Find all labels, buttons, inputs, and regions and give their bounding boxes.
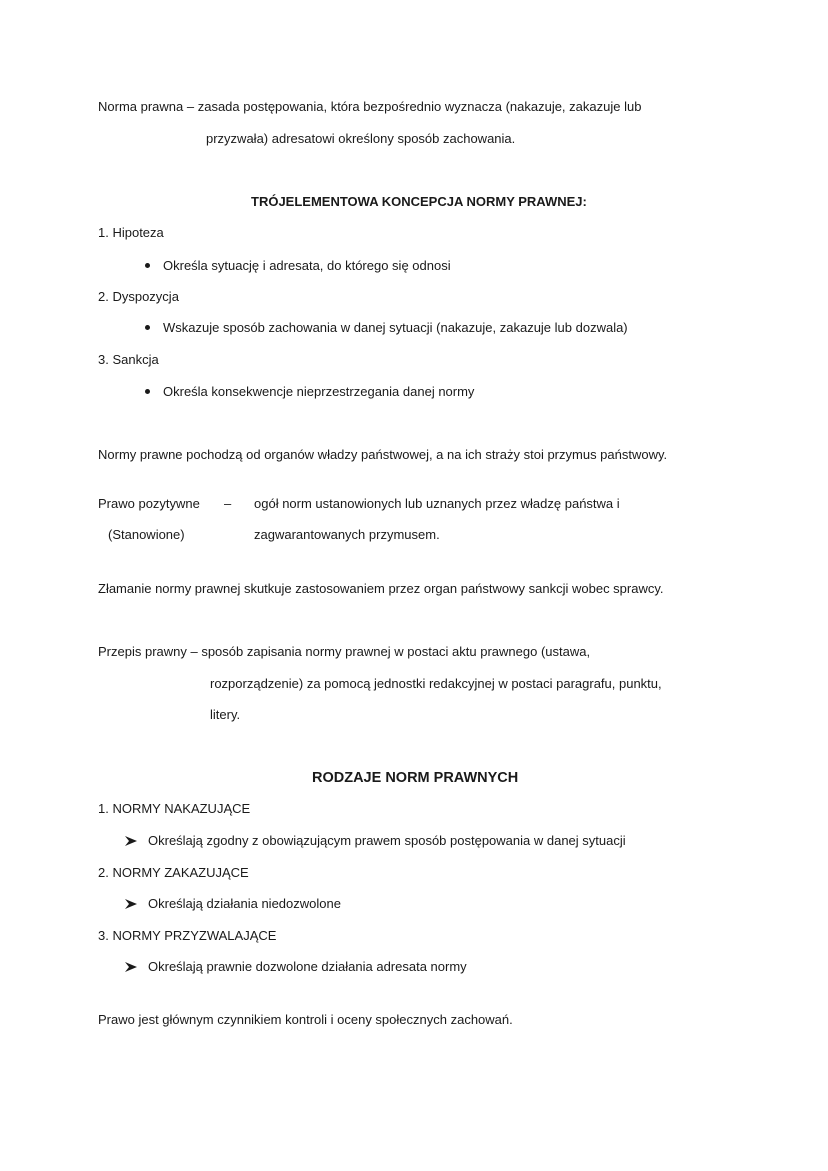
definition-line-2: przyzwała) adresatowi określony sposób zachowania. [206, 131, 516, 146]
positive-law-dash: – [224, 496, 232, 511]
list-item-label: 2. Dyspozycja [98, 289, 179, 304]
arrow-bullet-icon [124, 898, 138, 910]
list-item-label: 3. Sankcja [98, 352, 159, 367]
list-item-label: 3. NORMY PRZYZWALAJĄCE [98, 928, 277, 943]
list-item-label: 2. NORMY ZAKAZUJĄCE [98, 865, 249, 880]
section-heading-three-element: TRÓJELEMENTOWA KONCEPCJA NORMY PRAWNEJ: [251, 194, 587, 209]
list-item-label: 1. Hipoteza [98, 225, 164, 240]
provision-line-2: rozporządzenie) za pomocą jednostki redakcyjnej w postaci paragrafu, punktu, [210, 676, 662, 691]
list-item-bullet-text: Określają działania niedozwolone [148, 896, 341, 911]
list-item-bullet-text: Wskazuje sposób zachowania w danej sytuacji (nakazuje, zakazuje lub dozwala) [163, 320, 628, 335]
section-heading-types: RODZAJE NORM PRAWNYCH [312, 770, 519, 786]
paragraph-violation: Złamanie normy prawnej skutkuje zastosowaniem przez organ państwowy sankcji wobec sprawcy. [98, 581, 664, 596]
list-item-bullet-text: Określa konsekwencje nieprzestrzegania danej normy [163, 384, 475, 399]
positive-law-term-sub: (Stanowione) [108, 527, 185, 542]
positive-law-term: Prawo pozytywne [98, 496, 200, 511]
positive-law-definition-line-2: zagwarantowanych przymusem. [254, 527, 440, 542]
bullet-dot-icon [145, 263, 150, 268]
arrow-bullet-icon [124, 835, 138, 847]
arrow-bullet-icon [124, 961, 138, 973]
list-item-label: 1. NORMY NAKAZUJĄCE [98, 801, 251, 816]
closing-paragraph: Prawo jest głównym czynnikiem kontroli i oceny społecznych zachowań. [98, 1012, 513, 1027]
provision-line-3: litery. [210, 707, 241, 722]
definition-line-1: Norma prawna – zasada postępowania, która bezpośrednio wyznacza (nakazuje, zakazuje lub [98, 99, 642, 114]
bullet-dot-icon [145, 325, 150, 330]
paragraph-origin: Normy prawne pochodzą od organów władzy państwowej, a na ich straży stoi przymus państwowy. [98, 447, 668, 462]
list-item-bullet-text: Określa sytuację i adresata, do którego się odnosi [163, 258, 451, 273]
list-item-bullet-text: Określają prawnie dozwolone działania adresata normy [148, 959, 467, 974]
bullet-dot-icon [145, 389, 150, 394]
list-item-bullet-text: Określają zgodny z obowiązującym prawem sposób postępowania w danej sytuacji [148, 833, 626, 848]
provision-line-1: Przepis prawny – sposób zapisania normy prawnej w postaci aktu prawnego (ustawa, [98, 644, 591, 659]
positive-law-definition-line-1: ogół norm ustanowionych lub uznanych przez władzę państwa i [254, 496, 620, 511]
